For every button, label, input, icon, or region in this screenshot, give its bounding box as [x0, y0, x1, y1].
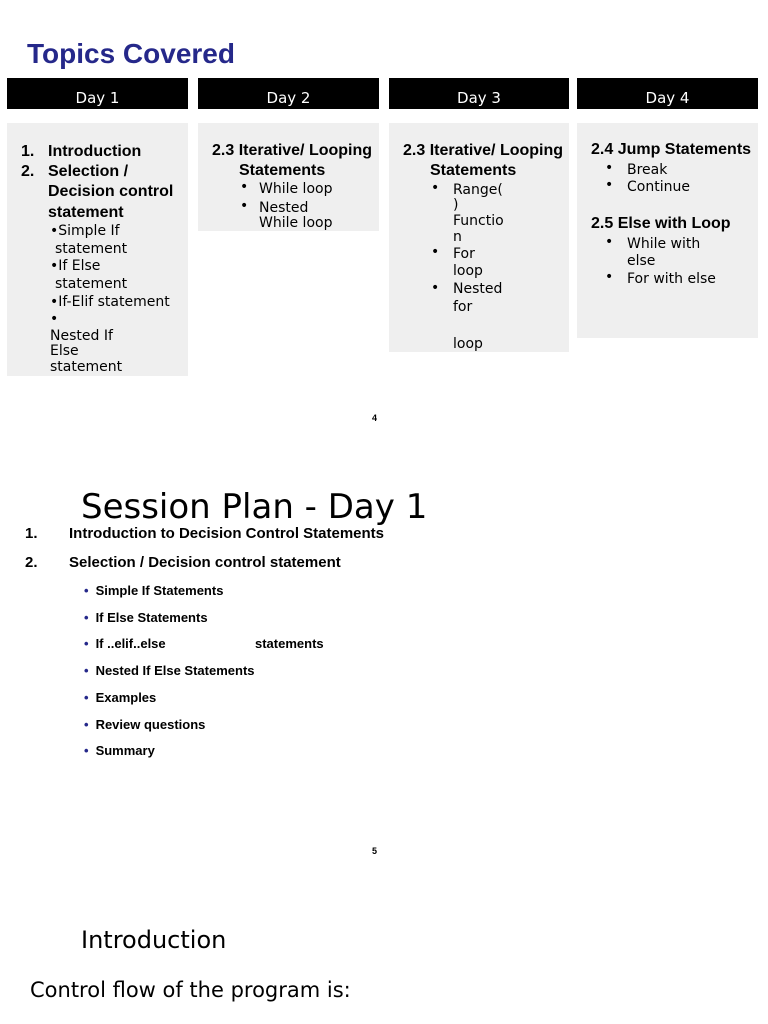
day4-header: Day 4	[577, 78, 758, 109]
day1-sub-nested-if: Nested If	[50, 328, 113, 344]
day4-while-else: While with	[627, 236, 701, 252]
bullet: •	[605, 234, 614, 250]
day1-num-2: 2.	[21, 163, 35, 180]
plan-item-selection: Selection / Decision control statement	[69, 554, 341, 571]
day1-sub-simple-if: •Simple If	[50, 223, 120, 239]
bullet: •	[240, 179, 249, 195]
plan-subitem: • Summary	[84, 743, 155, 758]
day3-for-loop: For	[453, 246, 475, 262]
day4-while-else: else	[627, 253, 656, 269]
introduction-title: Introduction	[81, 926, 227, 954]
session-plan-title: Session Plan - Day 1	[81, 487, 428, 527]
day1-sub-if-else: •If Else	[50, 258, 101, 274]
bullet: •	[431, 180, 440, 196]
day1-sub-nested-if-bullet: •	[50, 311, 59, 327]
day3-range-function: n	[453, 229, 462, 245]
day1-sub-if-else: statement	[55, 276, 128, 292]
day4-heading-jump: 2.4 Jump Statements	[591, 141, 752, 158]
day3-nested-for: Nested	[453, 281, 503, 297]
plan-subitem: • Simple If Statements	[84, 583, 224, 598]
day2-heading: Statements	[239, 162, 326, 179]
day2-nested-while: Nested	[259, 200, 309, 216]
day1-sub-nested-if: Else	[50, 343, 79, 359]
day1-item-selection: statement	[48, 204, 124, 221]
bullet: •	[240, 198, 249, 214]
day4-break: Break	[627, 162, 668, 178]
plan-num-2: 2.	[25, 554, 38, 571]
day1-header: Day 1	[7, 78, 188, 109]
day1-item-introduction: Introduction	[48, 143, 142, 160]
bullet: •	[605, 269, 614, 285]
day3-nested-for: loop	[453, 336, 483, 352]
day1-sub-if-elif: •If-Elif statement	[50, 294, 170, 310]
page-number: 5	[372, 846, 378, 856]
day1-item-selection: Decision control	[48, 183, 174, 200]
page-number: 4	[372, 413, 378, 423]
day2-nested-while: While loop	[259, 215, 333, 231]
day1-sub-nested-if: statement	[50, 359, 123, 375]
day1-num-1: 1.	[21, 143, 35, 160]
plan-subitem-tail: statements	[255, 636, 324, 651]
day2-heading: 2.3 Iterative/ Looping	[212, 142, 373, 159]
bullet: •	[605, 160, 614, 176]
day3-range-function: Functio	[453, 213, 504, 229]
day4-heading-else-loop: 2.5 Else with Loop	[591, 215, 731, 232]
plan-subitem: • If ..elif..else	[84, 636, 166, 651]
plan-subitem: • Examples	[84, 690, 157, 705]
bullet: •	[605, 177, 614, 193]
day3-heading: 2.3 Iterative/ Looping	[403, 142, 564, 159]
plan-subitem: • If Else Statements	[84, 610, 208, 625]
topics-title: Topics Covered	[27, 38, 235, 69]
bullet: •	[431, 244, 440, 260]
day4-for-else: For with else	[627, 271, 716, 287]
day3-range-function: Range(	[453, 182, 503, 198]
introduction-text: Control flow of the program is:	[30, 978, 351, 1002]
day2-while-loop: While loop	[259, 181, 333, 197]
day2-header: Day 2	[198, 78, 379, 109]
plan-subitem: • Review questions	[84, 717, 206, 732]
day1-item-selection: Selection /	[48, 163, 129, 180]
day4-continue: Continue	[627, 179, 690, 195]
day3-range-function: )	[453, 197, 459, 213]
plan-subitem: • Nested If Else Statements	[84, 663, 255, 678]
day3-nested-for: for	[453, 299, 473, 315]
plan-num-1: 1.	[25, 525, 38, 542]
day3-for-loop: loop	[453, 263, 483, 279]
day3-header: Day 3	[389, 78, 569, 109]
day1-sub-simple-if: statement	[55, 241, 128, 257]
plan-item-intro: Introduction to Decision Control Statements	[69, 525, 385, 542]
day3-heading: Statements	[430, 162, 517, 179]
bullet: •	[431, 280, 440, 296]
